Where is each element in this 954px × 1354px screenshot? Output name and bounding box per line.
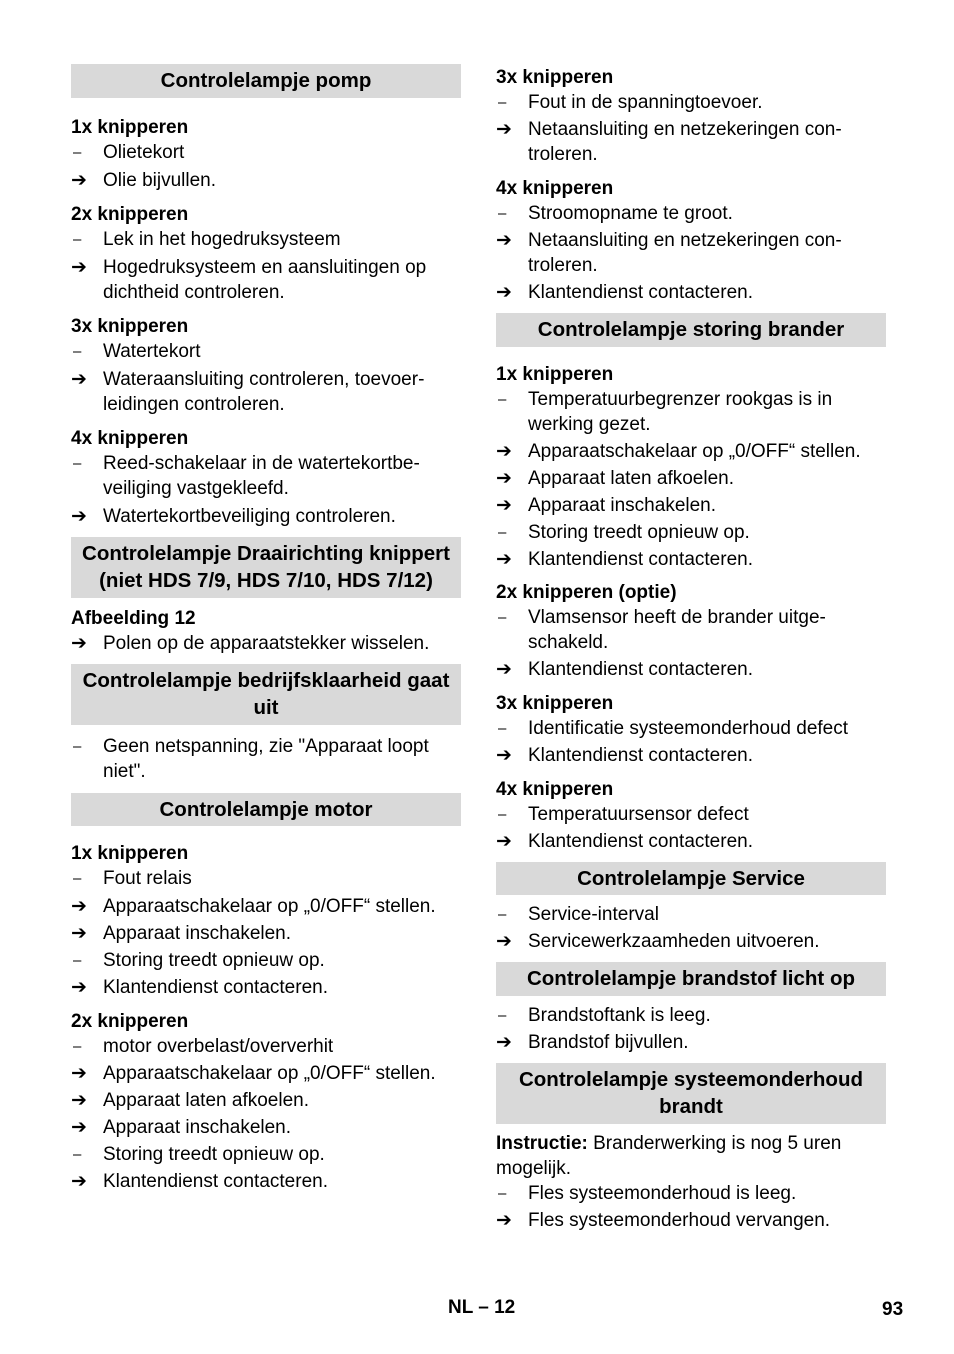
cause-item: – Olietekort bbox=[73, 141, 185, 163]
subheading: 3x knipperen bbox=[496, 67, 614, 88]
instruction-note bbox=[496, 1131, 886, 1181]
arrow-icon: ➔ bbox=[71, 977, 87, 998]
remedy-item: ➔ Apparaat laten afkoelen. bbox=[496, 467, 734, 489]
dash-icon: – bbox=[498, 719, 507, 737]
cause-item: – Fout in de spanningtoevoer. bbox=[498, 92, 763, 113]
dash-icon: – bbox=[73, 1146, 82, 1163]
arrow-icon: ➔ bbox=[496, 119, 512, 140]
remedy-item: ➔ Apparaat inschakelen. bbox=[71, 1117, 292, 1138]
remedy-item: ➔ Netaansluiting en netzekeringen con- troleren. bbox=[496, 119, 842, 165]
cause-item: – Brandstoftank is leeg. bbox=[498, 1004, 711, 1026]
arrow-icon: ➔ bbox=[496, 931, 512, 952]
arrow-icon: ➔ bbox=[496, 494, 512, 516]
remedy-item: ➔ Fles systeemonderhoud vervangen. bbox=[496, 1209, 831, 1231]
arrow-icon: ➔ bbox=[496, 1031, 512, 1053]
arrow-icon: ➔ bbox=[71, 1063, 87, 1084]
cause-item: – Storing treedt opnieuw op. bbox=[73, 950, 325, 971]
subheading: 4x knipperen bbox=[496, 178, 614, 199]
cause-item: – Identificatie systeemonderhoud defect bbox=[498, 717, 849, 739]
cause-item: – Storing treedt opnieuw op. bbox=[73, 1144, 325, 1165]
remedy-item: ➔ Klantendienst contacteren. bbox=[496, 548, 753, 570]
arrow-icon: ➔ bbox=[71, 505, 87, 527]
subheading: 3x knipperen bbox=[496, 692, 614, 714]
dash-icon: – bbox=[498, 205, 507, 222]
cause-item: – Watertekort bbox=[73, 340, 201, 362]
instruction-text: Branderwerking is nog 5 uren mogelijk. bbox=[496, 1132, 842, 1179]
section-heading-fuel: Controlelampje brandstof licht op bbox=[496, 962, 886, 996]
left-column bbox=[71, 64, 461, 1194]
dash-icon: – bbox=[73, 1038, 82, 1055]
dash-icon: – bbox=[73, 143, 82, 161]
dash-icon: – bbox=[498, 94, 507, 111]
dash-icon: – bbox=[498, 1184, 507, 1202]
arrow-icon: ➔ bbox=[496, 1209, 512, 1231]
remedy-item: ➔ Apparaatschakelaar op „0/OFF“ stellen. bbox=[71, 896, 436, 917]
subheading: 1x knipperen bbox=[71, 843, 189, 864]
subheading: 1x knipperen bbox=[496, 363, 614, 385]
subheading: Afbeelding 12 bbox=[71, 607, 196, 629]
cause-item: – Reed-schakelaar in de watertekortbe- veiliging vastgekleefd. bbox=[73, 452, 420, 499]
remedy-item: ➔ Olie bijvullen. bbox=[71, 169, 216, 191]
arrow-icon: ➔ bbox=[496, 440, 512, 462]
arrow-icon: ➔ bbox=[71, 923, 87, 944]
cause-item: – Fles systeemonderhoud is leeg. bbox=[498, 1182, 797, 1204]
arrow-icon: ➔ bbox=[496, 230, 512, 251]
arrow-icon: ➔ bbox=[496, 830, 512, 852]
instruction-label: Instructie: bbox=[496, 1132, 588, 1154]
dash-icon: – bbox=[498, 1006, 507, 1024]
footer-section-page: – 12 bbox=[478, 1297, 516, 1318]
arrow-icon: ➔ bbox=[71, 1171, 87, 1192]
remedy-item: ➔ Apparaat laten afkoelen. bbox=[71, 1090, 309, 1111]
arrow-icon: ➔ bbox=[71, 1117, 87, 1138]
remedy-item: ➔ Watertekortbeveiliging controleren. bbox=[71, 505, 396, 527]
section-heading-rotation: Controlelampje Draairichting knippert (niet HDS 7/9, HDS 7/10, HDS 7/12) bbox=[71, 537, 461, 598]
remedy-item: ➔ Klantendienst contacteren. bbox=[496, 658, 753, 680]
right-column bbox=[496, 65, 886, 1233]
subheading: 1x knipperen bbox=[71, 116, 189, 138]
dash-icon: – bbox=[73, 342, 82, 360]
section-heading-ready: Controlelampje bedrijfsklaarheid gaat uit bbox=[71, 664, 461, 725]
section-heading-pump: Controlelampje pomp bbox=[71, 64, 461, 98]
dash-icon: – bbox=[498, 805, 507, 823]
remedy-item: ➔ Klantendienst contacteren. bbox=[496, 744, 753, 766]
cause-item: – Stroomopname te groot. bbox=[498, 203, 733, 224]
subheading: 3x knipperen bbox=[71, 315, 189, 337]
cause-item: – Temperatuurbegrenzer rookgas is in werking gezet. bbox=[498, 388, 833, 435]
remedy-item: ➔ Klantendienst contacteren. bbox=[496, 282, 753, 303]
section-heading-motor: Controlelampje motor bbox=[71, 793, 461, 827]
arrow-icon: ➔ bbox=[496, 282, 512, 303]
section-heading-system-care: Controlelampje systeemonderhoud brandt bbox=[496, 1063, 886, 1124]
arrow-icon: ➔ bbox=[71, 896, 87, 917]
arrow-icon: ➔ bbox=[71, 368, 87, 390]
remedy-item: ➔ Apparaatschakelaar op „0/OFF“ stellen. bbox=[71, 1063, 436, 1084]
footer-page-label bbox=[448, 1297, 515, 1319]
dash-icon: – bbox=[498, 523, 507, 541]
section-heading-burner: Controlelampje storing brander bbox=[496, 313, 886, 347]
dash-icon: – bbox=[498, 390, 507, 408]
remedy-item: ➔ Klantendienst contacteren. bbox=[71, 977, 328, 998]
cause-item: – Storing treedt opnieuw op. bbox=[498, 521, 750, 543]
cause-item: – Temperatuursensor defect bbox=[498, 803, 749, 825]
arrow-icon: ➔ bbox=[71, 256, 87, 278]
arrow-icon: ➔ bbox=[71, 1090, 87, 1111]
dash-icon: – bbox=[498, 608, 507, 626]
arrow-icon: ➔ bbox=[496, 548, 512, 570]
subheading: 2x knipperen bbox=[71, 203, 189, 225]
dash-icon: – bbox=[498, 906, 507, 923]
footer-page-number: 93 bbox=[882, 1299, 904, 1320]
remedy-item: ➔ Wateraansluiting controleren, toevoer- leidingen controleren. bbox=[71, 368, 425, 415]
remedy-item: ➔ Hogedruksysteem en aansluitingen op dichtheid controleren. bbox=[71, 256, 427, 303]
remedy-item: ➔ Brandstof bijvullen. bbox=[496, 1031, 689, 1053]
subheading: 4x knipperen bbox=[496, 778, 614, 800]
cause-item: – Service-interval bbox=[498, 904, 659, 925]
cause-item: – Lek in het hogedruksysteem bbox=[73, 228, 341, 250]
remedy-item: ➔ Apparaat inschakelen. bbox=[496, 494, 717, 516]
dash-icon: – bbox=[73, 870, 82, 887]
remedy-item: ➔ Servicewerkzaamheden uitvoeren. bbox=[496, 931, 820, 952]
subheading: 4x knipperen bbox=[71, 427, 189, 449]
subheading: 2x knipperen bbox=[71, 1011, 189, 1032]
remedy-item: ➔ Netaansluiting en netzekeringen con- troleren. bbox=[496, 230, 842, 276]
subheading: 2x knipperen (optie) bbox=[496, 581, 677, 603]
cause-item: – Fout relais bbox=[73, 868, 192, 889]
arrow-icon: ➔ bbox=[496, 467, 512, 489]
dash-icon: – bbox=[73, 230, 82, 248]
cause-item: – motor overbelast/oververhit bbox=[73, 1036, 334, 1057]
cause-item: – Vlamsensor heeft de brander uitge- schakeld. bbox=[498, 606, 826, 653]
remedy-item: ➔ Klantendienst contacteren. bbox=[71, 1171, 328, 1192]
dash-icon: – bbox=[73, 454, 82, 472]
arrow-icon: ➔ bbox=[71, 169, 87, 191]
remedy-item: ➔ Apparaat inschakelen. bbox=[71, 923, 292, 944]
arrow-icon: ➔ bbox=[496, 658, 512, 680]
remedy-item: ➔ Klantendienst contacteren. bbox=[496, 830, 753, 852]
dash-icon: – bbox=[73, 737, 82, 755]
remedy-item: ➔ Polen op de apparaatstekker wisselen. bbox=[71, 632, 430, 654]
footer-language: NL bbox=[448, 1297, 473, 1318]
remedy-item: ➔ Apparaatschakelaar op „0/OFF“ stellen. bbox=[496, 440, 861, 462]
arrow-icon: ➔ bbox=[71, 632, 87, 654]
arrow-icon: ➔ bbox=[496, 744, 512, 766]
dash-icon: – bbox=[73, 952, 82, 969]
cause-item: – Geen netspanning, zie "Apparaat loopt niet". bbox=[73, 735, 429, 782]
section-heading-service: Controlelampje Service bbox=[496, 862, 886, 896]
